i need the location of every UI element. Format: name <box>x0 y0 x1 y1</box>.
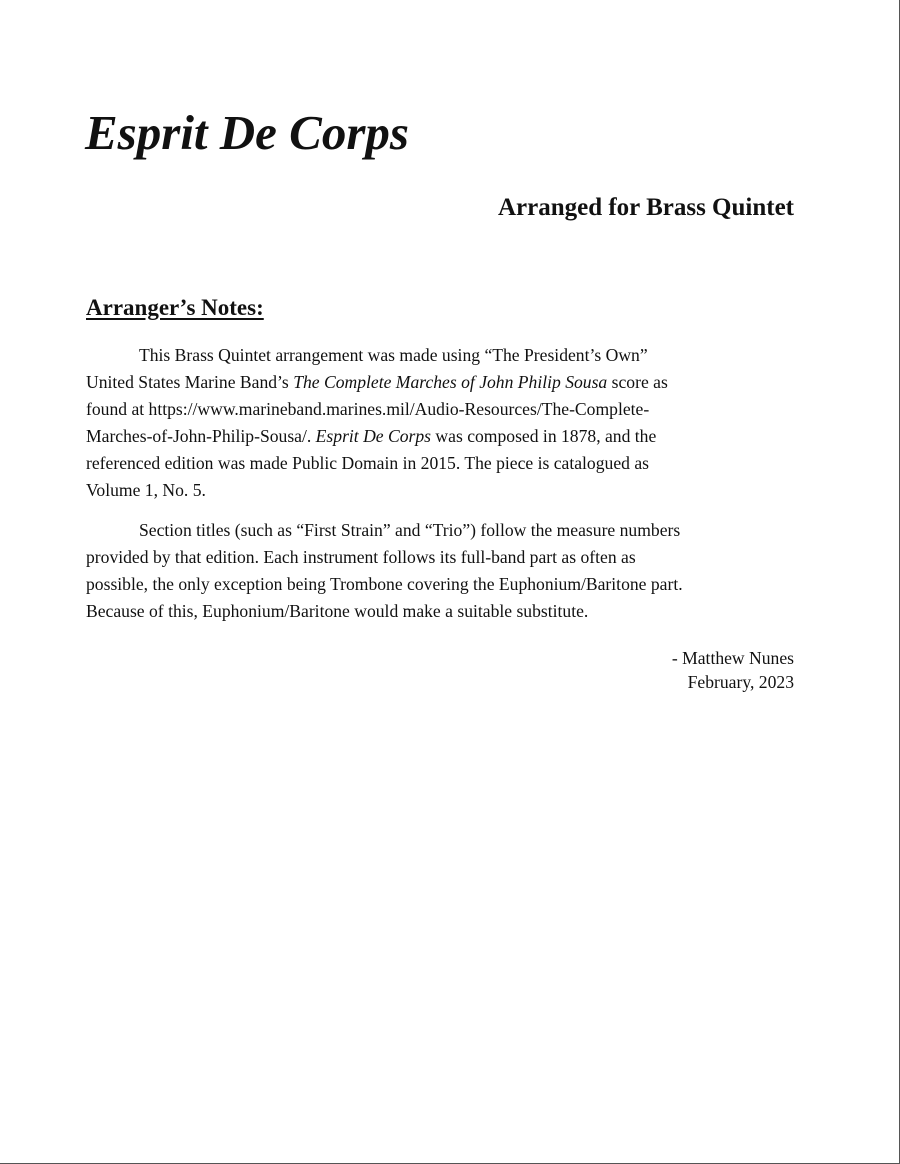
notes-paragraph-2 <box>86 517 826 625</box>
signature-date: February, 2023 <box>687 672 794 692</box>
text-run: United States Marine Band’s <box>86 372 294 392</box>
score-title: The Complete Marches of John Philip Sousa <box>293 372 608 392</box>
paragraph-1-line-4 <box>86 423 826 450</box>
notes-heading: Arranger’s Notes: <box>86 295 264 320</box>
page-title: Esprit De Corps <box>85 105 410 160</box>
paragraph-2-line-2: provided by that edition. Each instrument follows its full-band part as often as <box>86 547 636 567</box>
paragraph-1-line-6: Volume 1, No. 5. <box>86 480 206 500</box>
paragraph-1-line-2 <box>86 369 826 396</box>
paragraph-1-line-5: referenced edition was made Public Domain in 2015. The piece is catalogued as <box>86 453 649 473</box>
paragraph-2-line-3: possible, the only exception being Trombone covering the Euphonium/Baritone part. <box>86 574 683 594</box>
paragraph-1-line-3: found at https://www.marineband.marines.mil/Audio-Resources/The-Complete- <box>86 399 650 419</box>
arrangers-notes <box>86 342 826 625</box>
paragraph-1-line-1: This Brass Quintet arrangement was made using “The President’s Own” <box>139 345 648 365</box>
text-run: was composed in 1878, and the <box>431 426 657 446</box>
text-run: Marches-of-John-Philip-Sousa/. <box>86 426 316 446</box>
signature-block <box>672 646 794 694</box>
paragraph-2-line-1: Section titles (such as “First Strain” and “Trio”) follow the measure numbers <box>139 520 681 540</box>
arranger-name: - Matthew Nunes <box>671 648 794 668</box>
paragraph-gap <box>86 504 826 517</box>
text-run: score as <box>607 372 668 392</box>
page-subtitle: Arranged for Brass Quintet <box>497 194 794 221</box>
notes-paragraph-1 <box>86 342 826 504</box>
piece-title: Esprit De Corps <box>315 426 432 446</box>
paragraph-2-line-4: Because of this, Euphonium/Baritone would make a suitable substitute. <box>86 601 589 621</box>
